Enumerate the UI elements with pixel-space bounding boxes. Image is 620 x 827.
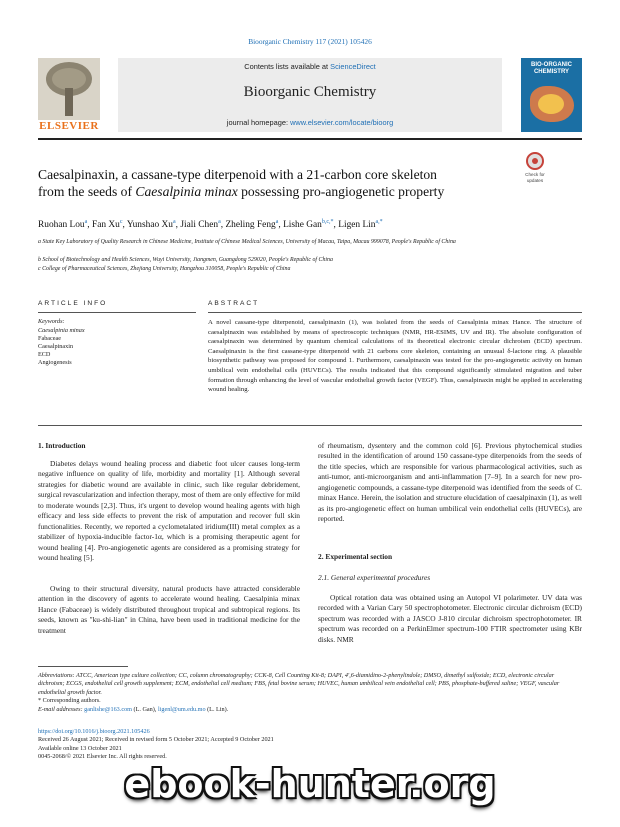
keyword: Angiogenesis	[38, 359, 72, 366]
divider	[38, 312, 196, 313]
author-name: Fan Xu	[91, 220, 120, 231]
author-name: Ligen Lin	[338, 220, 376, 231]
keyword: Caesalpinaxin	[38, 343, 74, 350]
section-heading: 2. Experimental section	[318, 552, 393, 561]
author-list: Ruohan Lou$^a$, Fan Xu$^c$, Yunshao Xu$^a$, Jiali Chen$^a$, Zheling Feng$^a$, Lishe Gan$^{b,c,*}$, Ligen Lin$^{a,*}$	[38, 219, 383, 231]
cover-title: BIO-ORGANIC CHEMISTRY	[531, 62, 572, 75]
footnotes: Abbreviations: ATCC, American type culture collection; CC, column chromatography; CCK-8, Cell Counting Kit-8; DAPI, 4',6-diamidino-2-phenylindole; DMSO, dimethyl sulfoxide; ECD, electronic circular dichroism; ECGS, endothelial cell growth supplement; ECM, endothelial cell medium; FBS, fetal bovine serum; HUVEC, human umbilical vein endothelial cell; PBS, phosphate-buffered saline; VEGF, vascular endothelial growth factor. * Corresponding authors. E-mail addresses: ganlishe@163.com (L. Gan), ligenl@um.edu.mo (L. Lin).	[38, 672, 582, 714]
elsevier-logo	[38, 58, 100, 132]
header-rule	[38, 138, 582, 140]
divider	[208, 312, 582, 313]
author-name: Yunshao Xu	[126, 220, 173, 231]
author-name: Jiali Chen	[180, 220, 219, 231]
keywords-label: Keywords:	[38, 318, 65, 325]
publisher-name: ELSEVIER	[39, 120, 99, 132]
keyword: Caesalpinia minax	[38, 327, 85, 334]
experimental-paragraph: Optical rotation data was obtained using an Autopol VI polarimeter. UV data was recorded with a Varian Cary 50 spectrophotometer. Electronic circular dichroism (ECD) spectrum was recorded with a JASCO J-810 circular dichroism spectrophotometer. IR spectrum was recorded on a PerkinElmer spectrum-100 FTIR spectrometer using KBr disks. NMR	[318, 593, 582, 644]
author-name: Zheling Feng	[225, 220, 276, 231]
intro-paragraph: of rheumatism, dysentery and the common cold [6]. Previous phytochemical studies resulted in the identification of around 150 cassane-type diterpenoids from the seeds of the title species, which are responsible for various pharmacological activities, such as anti-tumor, anti-microorganism and anti-inflammation [7–9]. In a search for new pro-angiogenetic compounds, a cassane-type diterpenoid was identified from the seeds of C. minax Hance. Herein, the isolation and structure elucidation of caesalpinaxin (1), as well as its pro-angiogenetic effect on human umbilical vein endothelial cells (HUVECs), are reported.	[318, 441, 582, 524]
keyword: ECD	[38, 351, 51, 358]
journal-name: Bioorganic Chemistry	[243, 84, 377, 100]
abbreviations: Abbreviations: ATCC, American type culture collection; CC, column chromatography; CCK-8, Cell Counting Kit-8; DAPI, 4',6-diamidino-2-phenylindole; DMSO, dimethyl sulfoxide; ECD, electronic circular dichroism; ECGS, endothelial cell growth supplement; ECM, endothelial cell medium; FBS, fetal bovine serum; HUVEC, human umbilical vein endothelial cell; PBS, phosphate-buffered saline; VEGF, vascular endothelial growth factor.	[38, 672, 560, 696]
section-heading: 1. Introduction	[38, 441, 86, 450]
email-link[interactable]: ligenl@um.edu.mo	[157, 705, 206, 713]
check-updates-label: Check for updates	[525, 172, 545, 183]
corresponding-note: * Corresponding authors.	[38, 697, 101, 705]
email-link[interactable]: ganlishe@163.com	[84, 705, 132, 713]
article-info-heading: ARTICLE INFO	[38, 300, 108, 307]
author-name: Lishe Gan	[283, 220, 322, 231]
affiliation: a State Key Laboratory of Quality Research in Chinese Medicine, Institute of Chinese Medical Sciences, University of Macau, Taipa, Macau 999078, People's Republic of China	[38, 239, 456, 245]
tree-emblem	[38, 58, 100, 120]
abstract-text: A novel cassane-type diterpenoid, caesalpinaxin (1), was isolated from the seeds of Caesalpinia minax Hance. The structure of caesalpinaxin was established by means of spectroscopic techniques (NMR, HR-ESIMS, UV and IR). The absolute configuration of caesalpinaxin was determined by quantum chemical calculations of its theoretical electronic circular dichroism (ECD) spectrum. Caesalpinaxin is the first cassane-type diterpenoid with 21 carbons core skeleton, containing an unusual δ-lactone ring. A plausible biosynthetic pathway was proposed for compound 1. Furthermore, caesalpinaxin was tested for the pro-angiogenetic activity on human umbilical vein endothelial cells (HUVECs). The results indicated that this compound significantly stimulated migration and tuber formation through enhancing the level of vascular endothelial growth factor (VEGF). Thus, caesalpinaxin might be applied in accelerating wound healing.	[208, 319, 582, 394]
publication-details	[38, 728, 438, 762]
abstract-heading: ABSTRACT	[208, 300, 260, 307]
affiliation: c College of Pharmaceutical Sciences, Zhejiang University, Hangzhou 310058, People's Republic of China	[38, 266, 291, 272]
homepage-link[interactable]: www.elsevier.com/locate/bioorg	[290, 118, 394, 127]
keyword: Fabaceae	[38, 335, 62, 342]
intro-paragraph: Owing to their structural diversity, natural products have attracted considerable attention in the discovery of agents to accelerate wound healing. Caesalpinia minax Hance (Fabaceae) is widely distributed throughout tropical and subtropical regions. Its seeds, known as "ku-shi-lian" in China, have been used in traditional medicine for the treatment	[38, 584, 300, 635]
subsection-heading: 2.1. General experimental procedures	[318, 573, 431, 582]
doi-link[interactable]: https://doi.org/10.1016/j.bioorg.2021.105426	[38, 728, 150, 735]
check-updates-icon	[526, 152, 544, 170]
article-title: Caesalpinaxin, a cassane-type diterpenoid with a 21-carbon core skeleton from the seeds of Caesalpinia minax possessing pro-angiogenetic property	[38, 167, 445, 199]
author-name: Ruohan Lou	[38, 220, 85, 231]
homepage-line: journal homepage: www.elsevier.com/locate/bioorg	[226, 118, 394, 127]
watermark-text: ebook-hunter.org	[124, 762, 496, 806]
copyright: 0045-2068/© 2021 Elsevier Inc. All rights reserved.	[38, 753, 167, 761]
received-dates: Received 26 August 2021; Received in revised form 5 October 2021; Accepted 9 October 2021	[38, 736, 274, 744]
affiliation: b School of Biotechnology and Health Sciences, Wuyi University, Jiangmen, Guangdong 529020, People's Republic of China	[38, 257, 333, 263]
divider	[38, 425, 582, 426]
check-for-updates-button[interactable]	[520, 152, 550, 188]
footnote-rule	[38, 666, 128, 667]
sciencedirect-link[interactable]: ScienceDirect	[330, 62, 376, 71]
available-date: Available online 13 October 2021	[38, 744, 122, 752]
intro-paragraph: Diabetes delays wound healing process and diabetic foot ulcer causes long-term negative influence on quality of life, morbidity and mortality [1]. Although several strategies for diabetic wound are available in clinic, such like regular debridement, surgical revascularization and infection therapy, most of them are only effective for mild to moderate wounds [2,3]. Thus, it's urgent to develop wound healing agents with high efficacy and less side effects to prevent the risk of amputation and recover full skin functionalities. Recently, we reported a cyclometalated iridium(III) metal complex as a stabilizer of hypoxia-inducible factor-1α, which is a promising therapeutic agent for wound healing [4]. Pro-angiogenetic agents are considered as a promising strategy for wound healing [5].	[38, 459, 300, 563]
contents-line: Contents lists available at ScienceDirect	[244, 62, 376, 71]
journal-reference[interactable]: Bioorganic Chemistry 117 (2021) 105426	[248, 37, 372, 46]
